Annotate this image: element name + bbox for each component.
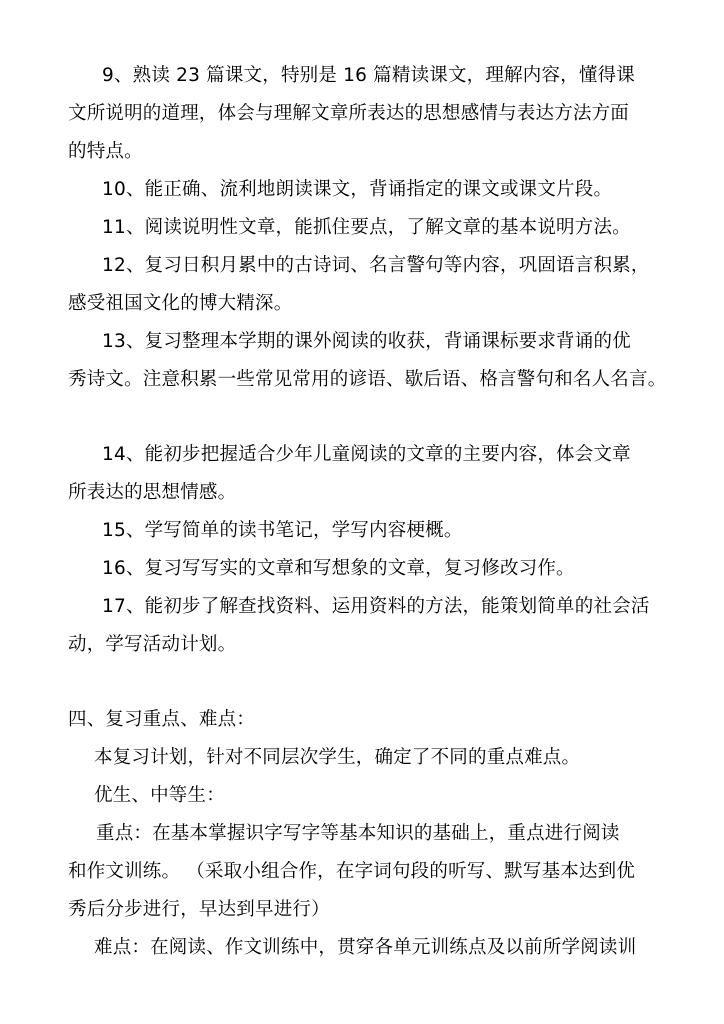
key-point-line-1: 重点：在基本掌握识字写字等基本知识的基础上，重点进行阅读 [96,823,620,844]
item-15-line-1: 15、学写简单的读书笔记，学写内容梗概。 [102,520,463,541]
item-10-line-1: 10、能正确、流利地朗读课文，背诵指定的课文或课文片段。 [102,179,613,200]
item-9-line-3: 的特点。 [68,141,143,162]
item-11-line-1: 11、阅读说明性文章，能抓住要点，了解文章的基本说明方法。 [102,217,631,238]
section-4-group: 优生、中等生： [94,785,225,806]
difficulty-line-1: 难点：在阅读、作文训练中，贯穿各单元训练点及以前所学阅读训 [94,937,637,958]
item-12-line-2: 感受祖国文化的博大精深。 [68,293,293,314]
item-17-line-2: 动，学写活动计划。 [68,634,237,655]
key-point-line-3: 秀后分步进行，早达到早进行） [68,899,330,920]
key-point-line-2: 和作文训练。 （采取小组合作，在字词句段的听写、默写基本达到优 [68,861,636,882]
section-4-intro: 本复习计划，针对不同层次学生，确定了不同的重点难点。 [94,747,581,768]
item-14-line-2: 所表达的思想情感。 [68,482,237,503]
section-4-heading: 四、复习重点、难点： [68,709,256,730]
item-12-line-1: 12、复习日积月累中的古诗词、名言警句等内容，巩固语言积累， [102,255,650,276]
item-13-line-2: 秀诗文。注意积累一些常见常用的谚语、歇后语、格言警句和名人名言。 [68,369,667,390]
item-9-line-1: 9、熟读 23 篇课文，特别是 16 篇精读课文，理解内容，懂得课 [102,65,635,86]
item-9-line-2: 文所说明的道理，体会与理解文章所表达的思想感情与表达方法方面 [68,103,630,124]
item-16-line-1: 16、复习写写实的文章和写想象的文章，复习修改习作。 [102,558,575,579]
item-13-line-1: 13、复习整理本学期的课外阅读的收获，背诵课标要求背诵的优 [102,331,631,352]
item-17-line-1: 17、能初步了解查找资料、运用资料的方法，能策划简单的社会活 [102,596,650,617]
item-14-line-1: 14、能初步把握适合少年儿童阅读的文章的主要内容，体会文章 [102,444,631,465]
